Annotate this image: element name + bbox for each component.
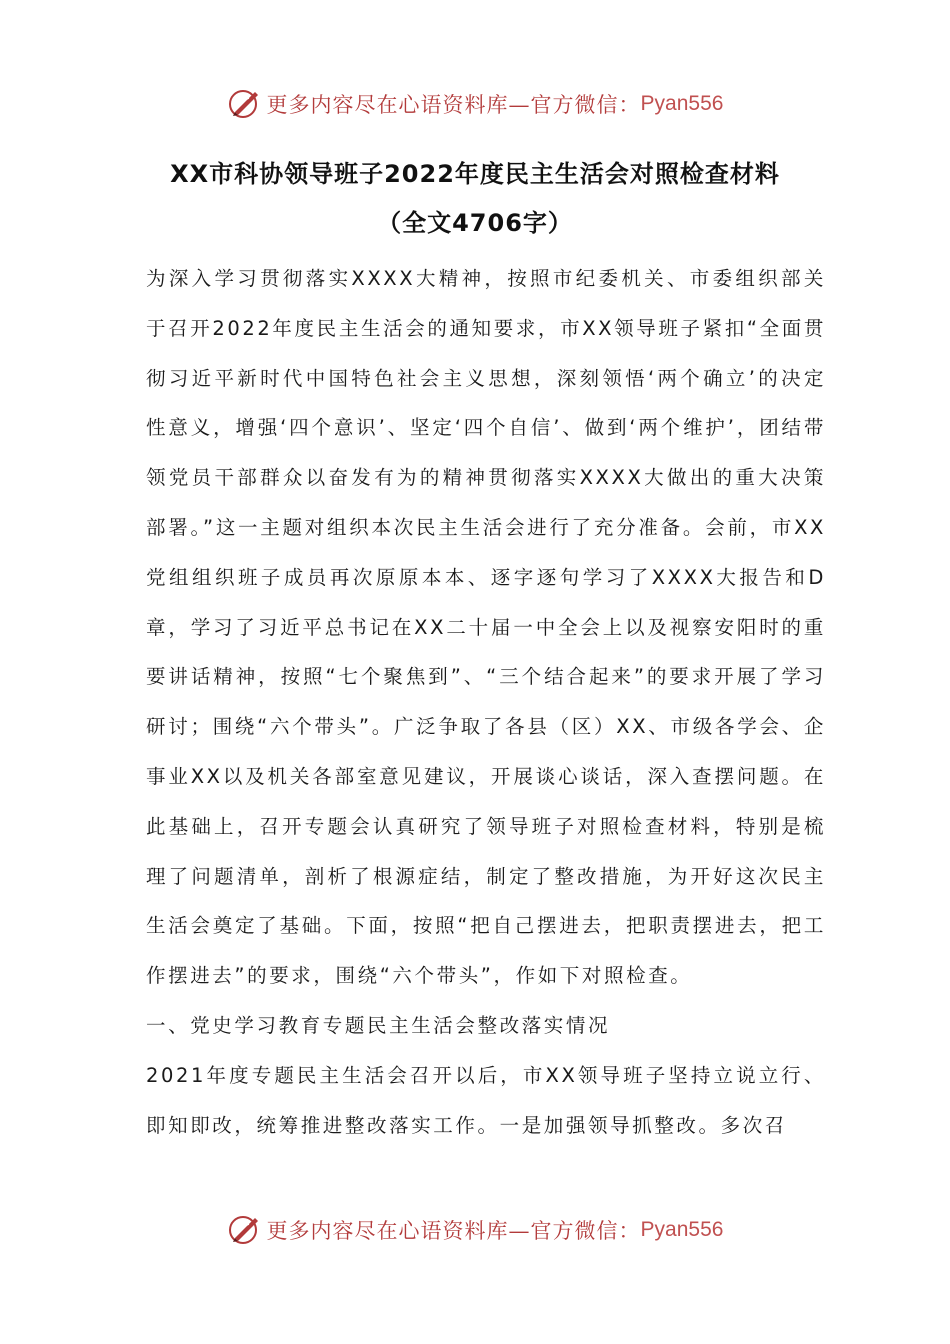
watermark-wechat-id: Pyan556 [640, 92, 724, 115]
body-paragraph: 2021年度专题民主生活会召开以后，市XX领导班子坚持立说立行、即知即改，统筹推进整改落实工作。一是加强领导抓整改。多次召 [146, 1063, 826, 1137]
header-watermark [0, 84, 950, 124]
section-heading: 一、党史学习教育专题民主生活会整改落实情况 [146, 1013, 611, 1037]
document-body [146, 254, 826, 1150]
pen-logo-icon [227, 86, 263, 122]
pen-logo-icon [227, 1212, 263, 1248]
body-paragraph: 为深入学习贯彻落实XXXX大精神，按照市纪委机关、市委组织部关于召开2022年度民主生活会的通知要求，市XX领导班子紧扣“全面贯彻习近平新时代中国特色社会主义思想，深刻领悟‘两个确立’的决定性意义，增强‘四个意识’、坚定‘四个自信’、做到‘两个维护’，团结带领党员干部群众以奋发有为的精神贯彻落实XXXX大做出的重大决策部署。”这一主题对组织本次民主生活会进行了充分准备。会前，市XX党组组织班子成员再次原原本本、逐字逐句学习了XXXX大报告和D章，学习了习近平总书记在XX二十届一中全会上以及视察安阳时的重要讲话精神，按照“七个聚焦到”、“三个结合起来”的要求开展了学习研讨；围绕“六个带头”。广泛争取了各县（区）XX、市级各学会、企事业XX以及机关各部室意见建议，开展谈心谈话，深入查摆问题。在此基础上，召开专题会认真研究了领导班子对照检查材料，特别是梳理了问题清单，剖析了根源症结，制定了整改措施，为开好这次民主生活会奠定了基础。下面，按照“把自己摆进去，把职责摆进去，把工作摆进去”的要求，围绕“六个带头”，作如下对照检查。 [146, 267, 826, 988]
watermark-text: 更多内容尽在心语资料库—官方微信： [266, 1219, 641, 1243]
watermark-text: 更多内容尽在心语资料库—官方微信： [266, 93, 641, 117]
document-subtitle: （全文4706字） [377, 209, 573, 237]
footer-watermark [0, 1210, 950, 1250]
document-title: XX市科协领导班子2022年度民主生活会对照检查材料 [170, 160, 780, 188]
watermark-wechat-id: Pyan556 [640, 1218, 724, 1241]
